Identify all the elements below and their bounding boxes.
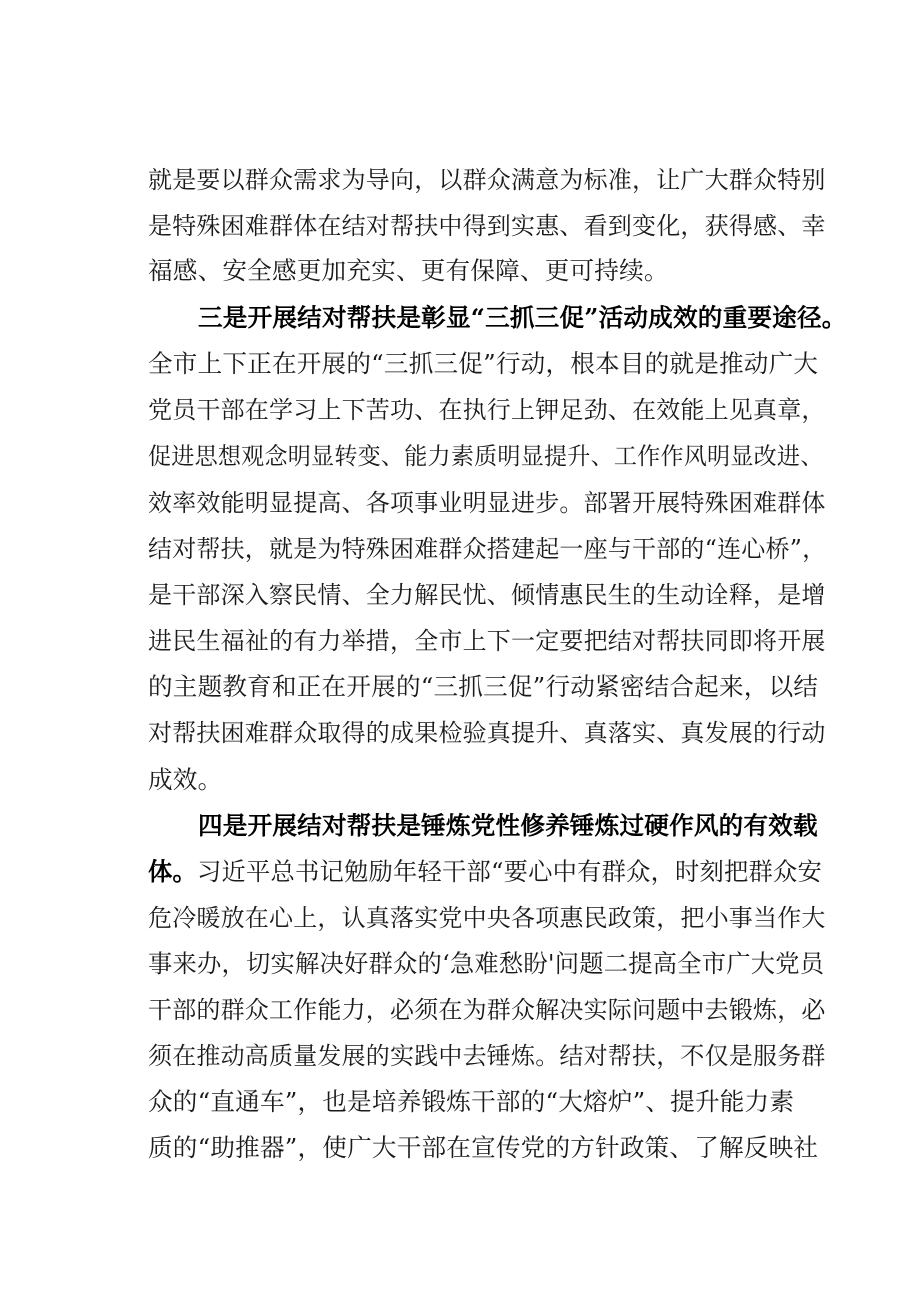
text-line: 促进思想观念明显转变、能力素质明显提升、工作作风明显改进、 [148,444,824,470]
text-line: 结对帮扶，就是为特殊困难群众搭建起一座与干部的“连心桥”， [148,535,827,563]
text-line: 进民生福祉的有力举措，全市上下一定要把结对帮扶同即将开展 [148,627,826,655]
heading-end: 体。 [148,857,197,886]
text-line: 的主题教育和正在开展的“三抓三促”行动紧密结合起来，以结 [148,672,819,701]
text-segment: 习近平总书记勉励年轻干部“要心中有群众，时刻把群众安 [197,857,823,886]
text-line: 危冷暖放在心上，认真落实党中央各项惠民政策，把小事当作大 [148,904,826,932]
text-line: 效率效能明显提高、各项事业明显进步。部署开展特殊困难群体 [148,489,826,517]
paragraph-heading: 三是开展结对帮扶是彰显“三抓三促”活动成效的重要途径。 [198,303,847,332]
text-line: 是特殊困难群体在结对帮扶中得到实惠、看到变化，获得感、幸 [148,212,826,240]
text-line: 福感、安全感更加充实、更有保障、更可持续。 [148,256,669,285]
text-line: 成效。 [148,765,223,794]
text-line: 党员干部在学习上下苦功、在执行上钾足劲、在效能上见真章， [148,396,826,424]
text-line: 众的“直通车”，也是培养锻炼干部的“大熔炉”、提升能力素 [148,1087,795,1116]
text-line: 质的“助推器”，使广大干部在宣传党的方针政策、了解反映社 [148,1133,819,1162]
text-line: 全市上下正在开展的“三抓三促”行动，根本目的就是推动广大 [148,349,819,378]
text-line: 干部的群众工作能力，必须在为群众解决实际问题中去锻炼，必 [148,996,826,1024]
text-line [148,850,828,894]
text-line: 是干部深入察民情、全力解民忧、倾情惠民生的生动诠释，是增 [148,581,826,609]
paragraph-heading: 四是开展结对帮扶是锤炼党性修养锤炼过硬作风的有效载 [198,811,818,840]
text-line: 事来办，切实解决好群众的‘急难愁盼'问题二提高全市广大党员 [148,949,825,978]
text-line: 对帮扶困难群众取得的成果检验真提升、真落实、真发展的行动 [148,719,826,747]
text-line: 就是要以群众需求为导向，以群众满意为标准，让广大群众特别 [148,166,826,194]
text-line: 须在推动高质量发展的实践中去锤炼。结对帮扶，不仅是服务群 [148,1042,826,1070]
